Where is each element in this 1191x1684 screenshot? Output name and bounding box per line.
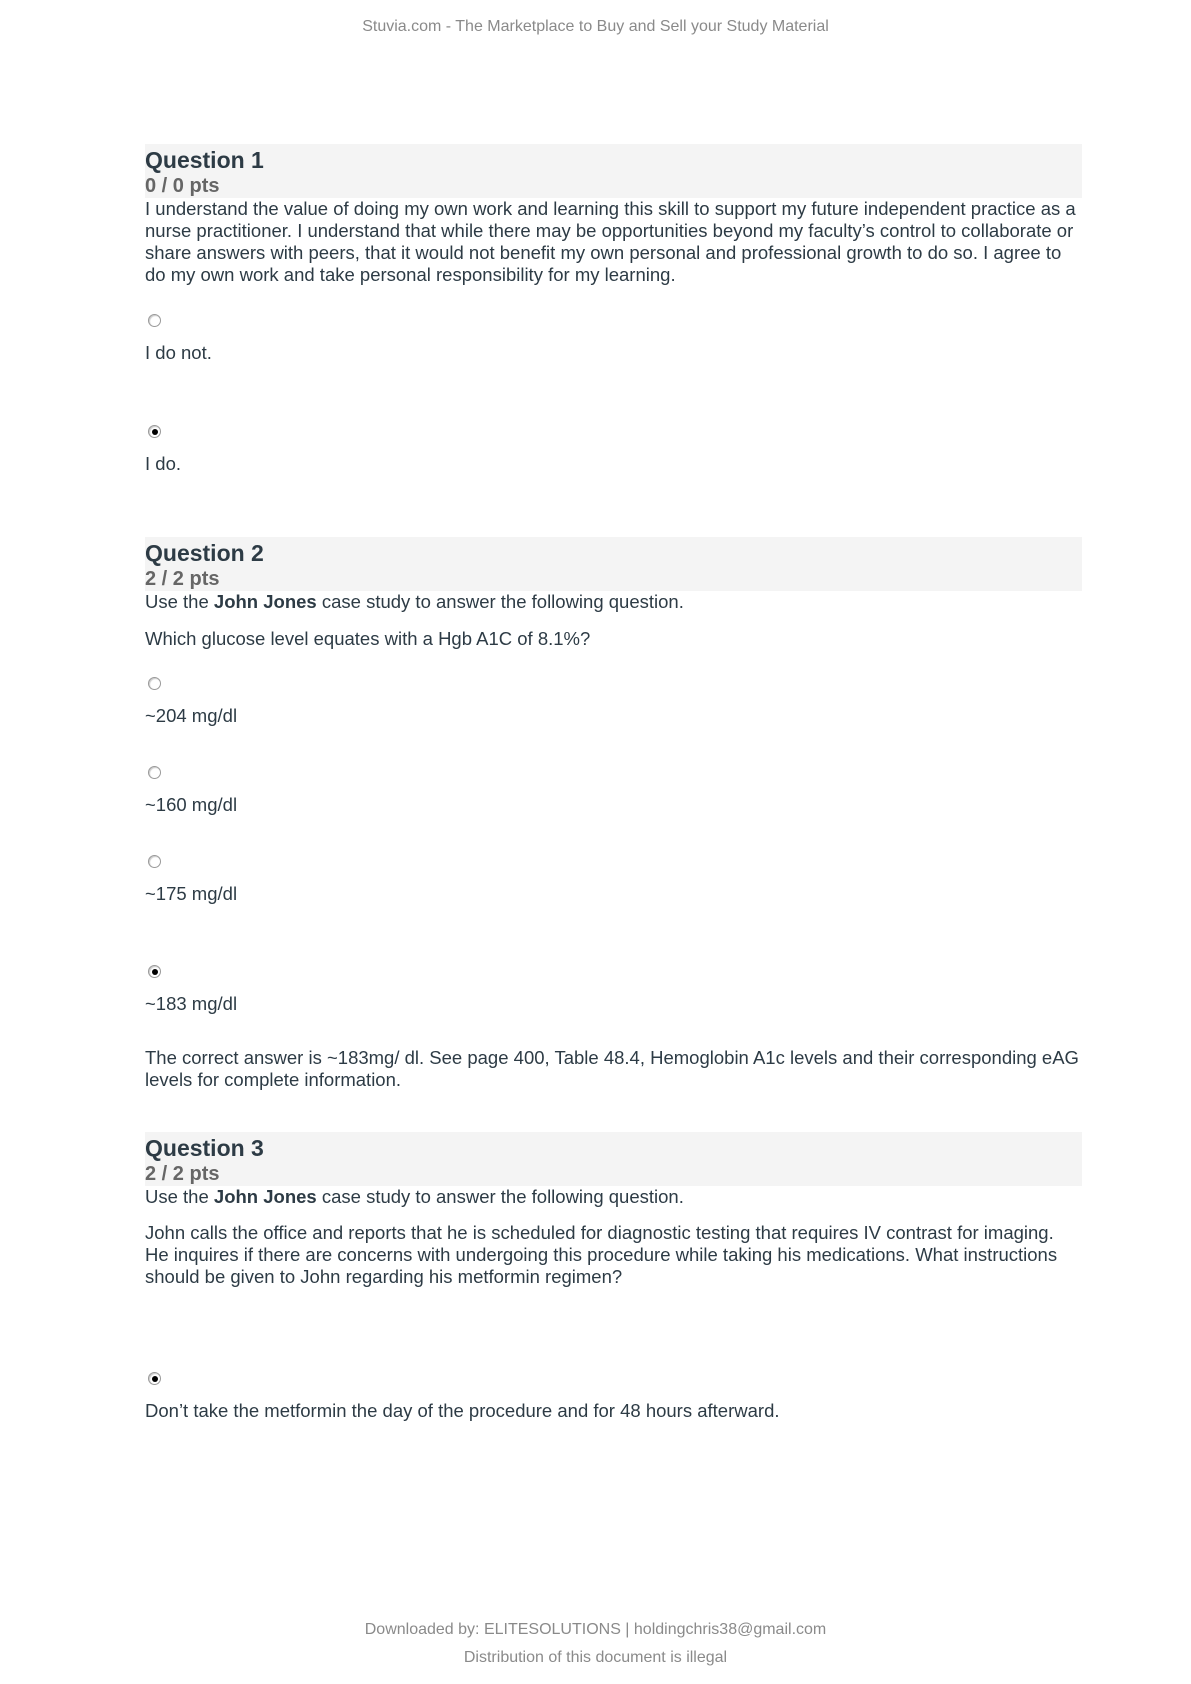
question-2-intro-before: Use the xyxy=(145,591,214,612)
question-2-answer-2-label: ~160 mg/dl xyxy=(145,794,238,815)
question-1-answer-1-label: I do not. xyxy=(145,342,212,363)
question-2-answer-4-radio[interactable] xyxy=(148,965,161,978)
question-1-answer-2-label: I do. xyxy=(145,453,181,474)
question-3-case-name: John Jones xyxy=(213,1186,317,1207)
question-2-feedback: The correct answer is ~183mg/ dl. See page 400, Table 48.4, Hemoglobin A1c levels and their corresponding eAG levels for complete information. xyxy=(145,1047,1079,1090)
question-3-intro xyxy=(145,1186,1082,1208)
question-2-answer-3-radio[interactable] xyxy=(148,855,161,868)
question-2-answer-4-label: ~183 mg/dl xyxy=(145,993,238,1014)
question-2-answer-2-radio[interactable] xyxy=(148,766,161,779)
distribution-notice-footer: Distribution of this document is illegal xyxy=(463,1649,728,1666)
question-1-answer-2-radio[interactable] xyxy=(148,425,161,438)
question-1-prompt: I understand the value of doing my own work and learning this skill to support my future independent practice as a nurse practitioner. I understand that while there may be opportunities beyond my faculty’s control to collaborate or share answers with peers, that it would not benefit my own personal and professional growth to do so. I agree to do my own work and take personal responsibility for my learning. xyxy=(145,198,1076,285)
question-2-intro xyxy=(145,591,1082,613)
stuvia-watermark-header: Stuvia.com - The Marketplace to Buy and Sell your Study Material xyxy=(362,18,829,35)
question-3-title: Question 3 xyxy=(145,1135,264,1161)
question-2-title: Question 2 xyxy=(145,540,264,566)
question-3-points: 2 / 2 pts xyxy=(145,1163,220,1185)
question-1-header xyxy=(145,144,1082,198)
question-2-header xyxy=(145,537,1082,591)
question-2-points: 2 / 2 pts xyxy=(145,568,220,590)
downloaded-by-footer: Downloaded by: ELITESOLUTIONS | holdingchris38@gmail.com xyxy=(364,1621,827,1638)
question-2-answer-3-label: ~175 mg/dl xyxy=(145,883,238,904)
question-3-header xyxy=(145,1132,1082,1186)
question-3-prompt: John calls the office and reports that he is scheduled for diagnostic testing that requires IV contrast for imaging. He inquires if there are concerns with undergoing this procedure while taking his medications. What instructions should be given to John regarding his metformin regimen? xyxy=(145,1222,1058,1287)
question-3-answer-1-radio[interactable] xyxy=(148,1372,161,1385)
question-2-answer-1-radio[interactable] xyxy=(148,677,161,690)
question-2-intro-after: case study to answer the following question. xyxy=(316,591,684,612)
question-2-prompt: Which glucose level equates with a Hgb A1C of 8.1%? xyxy=(145,628,591,649)
question-3-intro-after: case study to answer the following question. xyxy=(316,1186,684,1207)
question-3-answer-1-label: Don’t take the metformin the day of the procedure and for 48 hours afterward. xyxy=(145,1400,780,1421)
question-2-case-name: John Jones xyxy=(213,591,317,612)
question-1-points: 0 / 0 pts xyxy=(145,175,220,197)
question-2-answer-1-label: ~204 mg/dl xyxy=(145,705,238,726)
question-3-intro-before: Use the xyxy=(145,1186,214,1207)
question-1-answer-1-radio[interactable] xyxy=(148,314,161,327)
question-1-title: Question 1 xyxy=(145,147,264,173)
